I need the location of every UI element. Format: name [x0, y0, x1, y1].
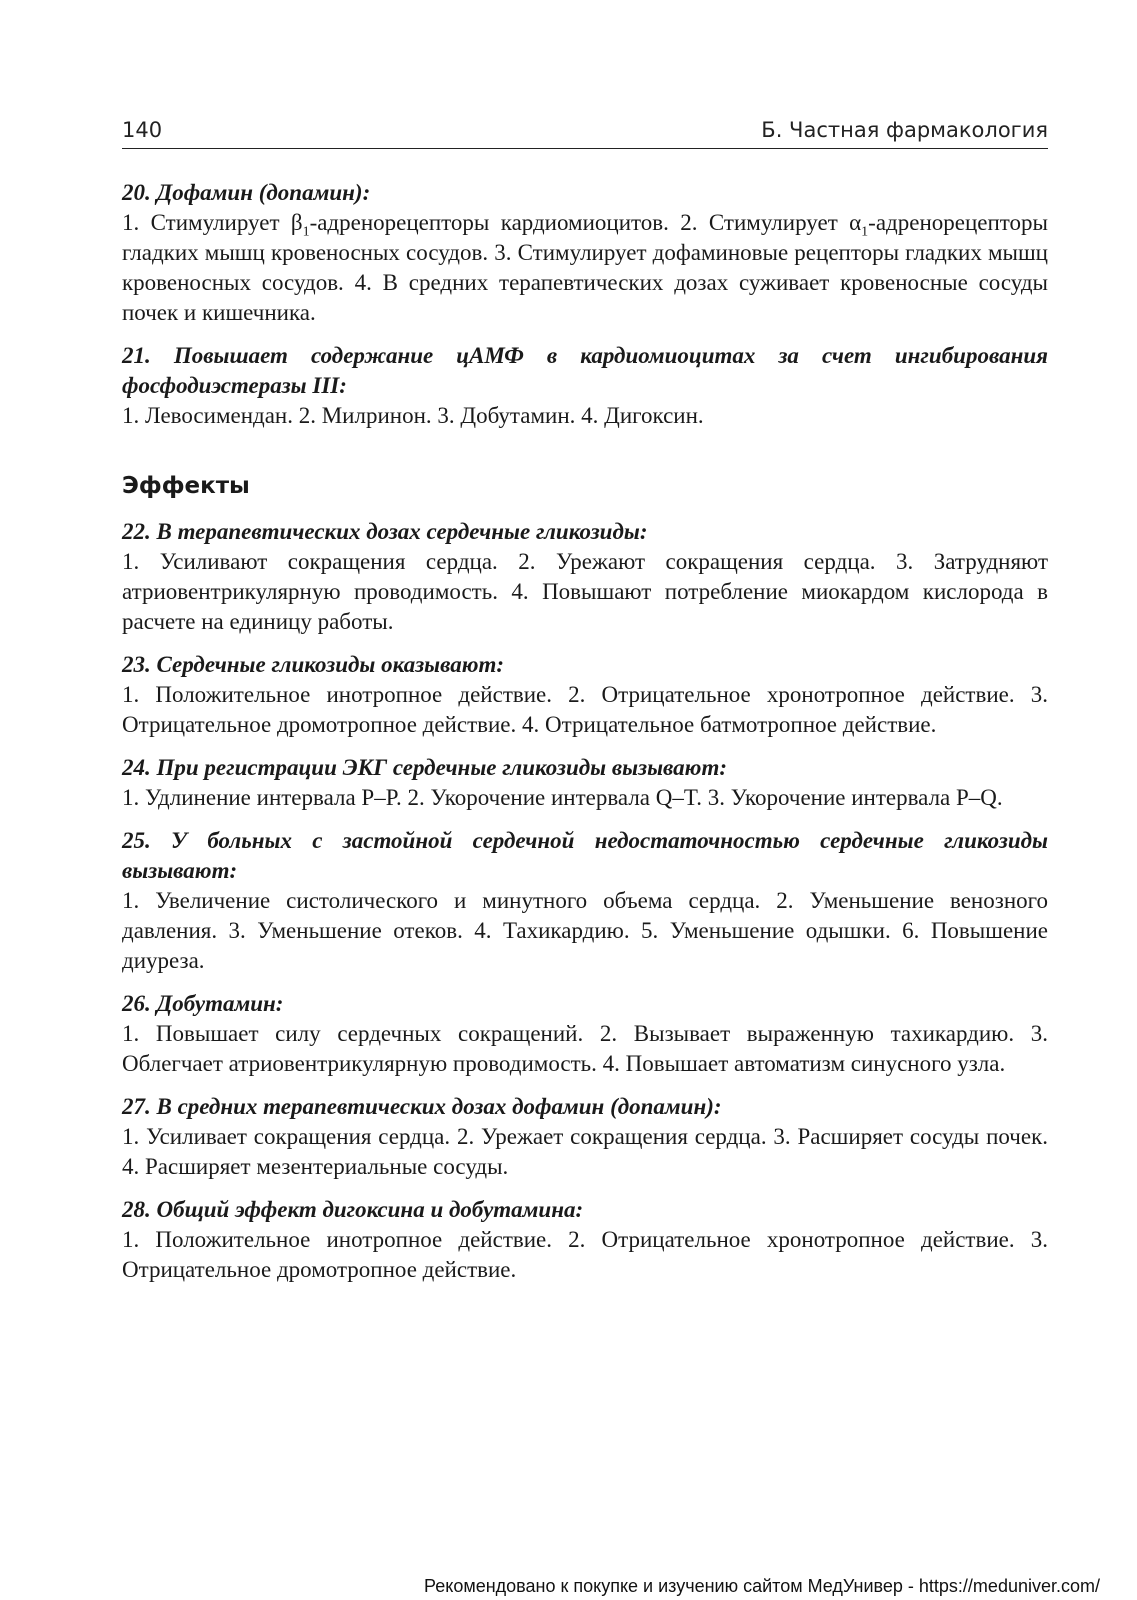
question-title: 21. Повышает содержание цАМФ в кардиомиоцитах за счет ингибирования фосфодиэстеразы III: [122, 343, 1048, 398]
question-title: 28. Общий эффект дигоксина и добутамина: [122, 1197, 584, 1222]
question-title: 24. При регистрации ЭКГ сердечные гликозиды вызывают: [122, 755, 728, 780]
question-22 [122, 517, 1048, 637]
question-20 [122, 178, 1048, 328]
question-24 [122, 753, 1048, 813]
question-body: 1. Стимулирует $\beta_1$-адренорецепторы кардиомиоцитов. 2. Стимулирует $\alpha_1$-адренорецепторы гладких мышц кровеносных сосудов. 3. Стимулирует дофаминовые рецепторы гладких мышц кровеносных сосудов. 4. В средних терапевтических дозах суживает кровеносные сосуды почек и кишечника. [122, 210, 1048, 325]
question-27 [122, 1092, 1048, 1182]
question-body: 1. Усиливают сокращения сердца. 2. Урежают сокращения сердца. 3. Затрудняют атриовентрикулярную проводимость. 4. Повышают потребление миокардом кислорода в расчете на единицу работы. [122, 549, 1048, 634]
question-title: 23. Сердечные гликозиды оказывают: [122, 652, 505, 677]
question-23 [122, 650, 1048, 740]
page-content [122, 178, 1048, 1298]
question-body: 1. Левосимендан. 2. Милринон. 3. Добутамин. 4. Дигоксин. [122, 403, 704, 428]
question-title: 27. В средних терапевтических дозах дофамин (допамин): [122, 1094, 722, 1119]
question-25 [122, 826, 1048, 976]
question-21 [122, 341, 1048, 431]
question-title: 25. У больных с застойной сердечной недостаточностью сердечные гликозиды вызывают: [122, 828, 1048, 883]
question-body: 1. Удлинение интервала P–P. 2. Укорочение интервала Q–T. 3. Укорочение интервала P–Q. [122, 785, 1003, 810]
page-number: 140 [122, 118, 163, 142]
question-body: 1. Усиливает сокращения сердца. 2. Урежает сокращения сердца. 3. Расширяет сосуды почек. 4. Расширяет мезентериальные сосуды. [122, 1124, 1048, 1179]
section-title: Б. Частная фармакология [761, 118, 1048, 142]
question-body: 1. Положительное инотропное действие. 2. Отрицательное хронотропное действие. 3. Отрицательное дромотропное действие. 4. Отрицательное батмотропное действие. [122, 682, 1048, 737]
question-body: 1. Положительное инотропное действие. 2. Отрицательное хронотропное действие. 3. Отрицательное дромотропное действие. [122, 1227, 1048, 1282]
question-26 [122, 989, 1048, 1079]
question-title: 26. Добутамин: [122, 991, 284, 1016]
section-heading: Эффекты [122, 473, 250, 499]
question-title: 20. Дофамин (допамин): [122, 180, 371, 205]
footer-watermark: Рекомендовано к покупке и изучению сайтом МедУнивер - https://meduniver.com/ [424, 1576, 1100, 1596]
running-header [122, 118, 1048, 149]
question-title: 22. В терапевтических дозах сердечные гликозиды: [122, 519, 648, 544]
question-body: 1. Увеличение систолического и минутного объема сердца. 2. Уменьшение венозного давления. 3. Уменьшение отеков. 4. Тахикардию. 5. Уменьшение одышки. 6. Повышение диуреза. [122, 888, 1048, 973]
question-28 [122, 1195, 1048, 1285]
question-body: 1. Повышает силу сердечных сокращений. 2. Вызывает выраженную тахикардию. 3. Облегчает атриовентрикулярную проводимость. 4. Повышает автоматизм синусного узла. [122, 1021, 1048, 1076]
